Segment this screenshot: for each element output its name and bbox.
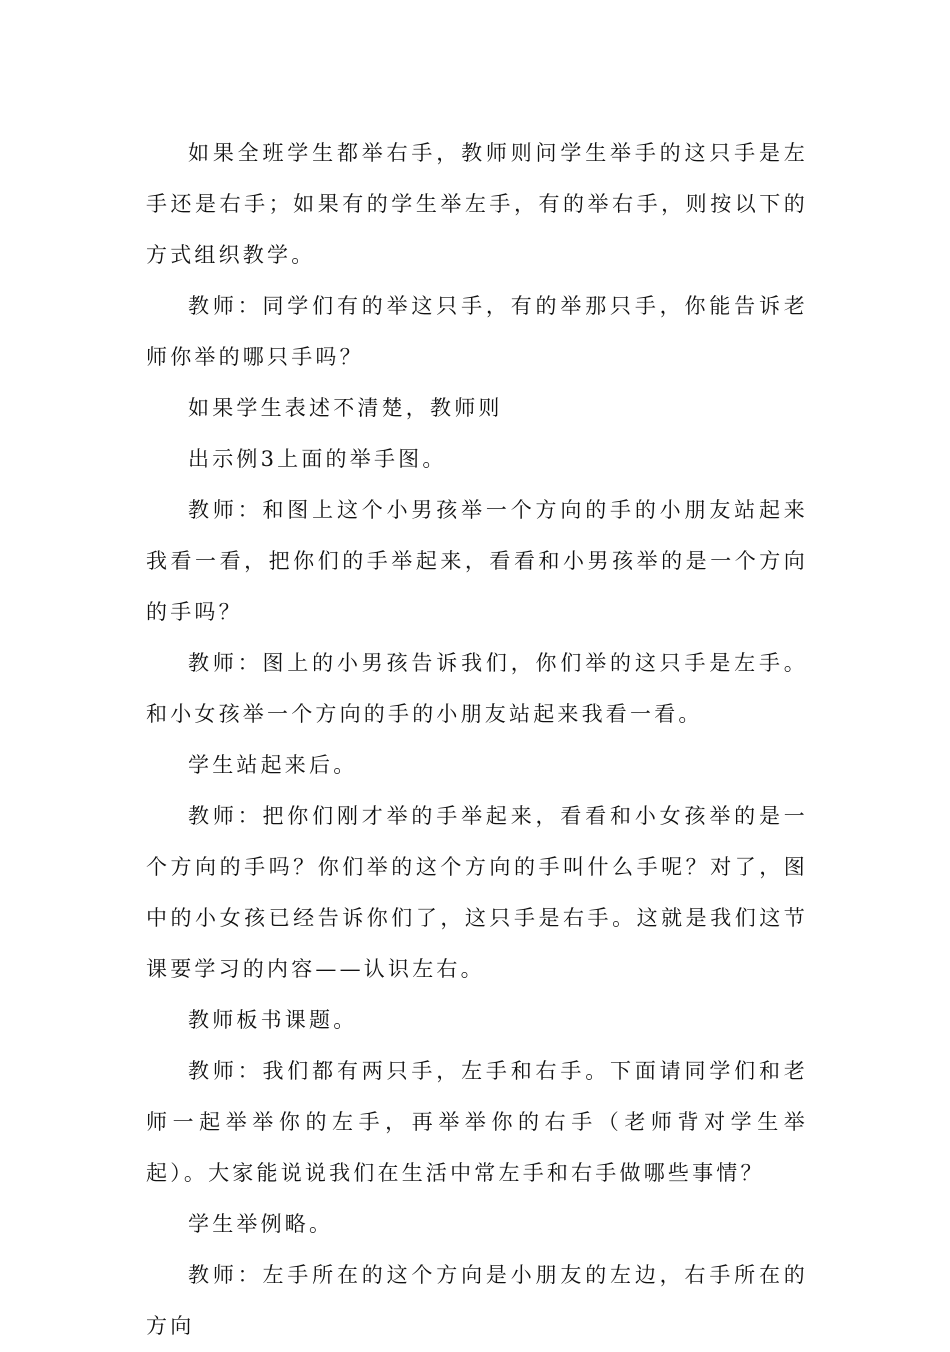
paragraph-11: 学生举例略。 xyxy=(188,1212,334,1236)
paragraph-5: 教师：和图上这个小男孩举一个方向的手的小朋友站起来我看一看，把你们的手举起来，看看和小男孩举的是一个方向的手吗？ xyxy=(146,498,808,624)
paragraph-12: 教师：左手所在的这个方向是小朋友的左边，右手所在的方向 xyxy=(146,1263,808,1338)
paragraph-7: 学生站起来后。 xyxy=(188,753,358,777)
document-body xyxy=(146,128,808,1352)
paragraph-2: 教师：同学们有的举这只手，有的举那只手，你能告诉老师你举的哪只手吗？ xyxy=(146,294,808,369)
paragraph-4: 出示例3上面的举手图。 xyxy=(188,447,447,471)
paragraph-3: 如果学生表述不清楚，教师则 xyxy=(188,396,503,420)
paragraph-9: 教师板书课题。 xyxy=(188,1008,358,1032)
paragraph-8: 教师：把你们刚才举的手举起来，看看和小女孩举的是一个方向的手吗？你们举的这个方向的手叫什么手呢？对了，图中的小女孩已经告诉你们了，这只手是右手。这就是我们这节课要学习的内容——认识左右。 xyxy=(146,804,808,981)
paragraph-1: 如果全班学生都举右手，教师则问学生举手的这只手是左手还是右手；如果有的学生举左手，有的举右手，则按以下的方式组织教学。 xyxy=(146,141,808,267)
paragraph-10: 教师：我们都有两只手，左手和右手。下面请同学们和老师一起举举你的左手，再举举你的右手（老师背对学生举起）。大家能说说我们在生活中常左手和右手做哪些事情？ xyxy=(146,1059,808,1185)
paragraph-6: 教师：图上的小男孩告诉我们，你们举的这只手是左手。和小女孩举一个方向的手的小朋友站起来我看一看。 xyxy=(146,651,808,726)
